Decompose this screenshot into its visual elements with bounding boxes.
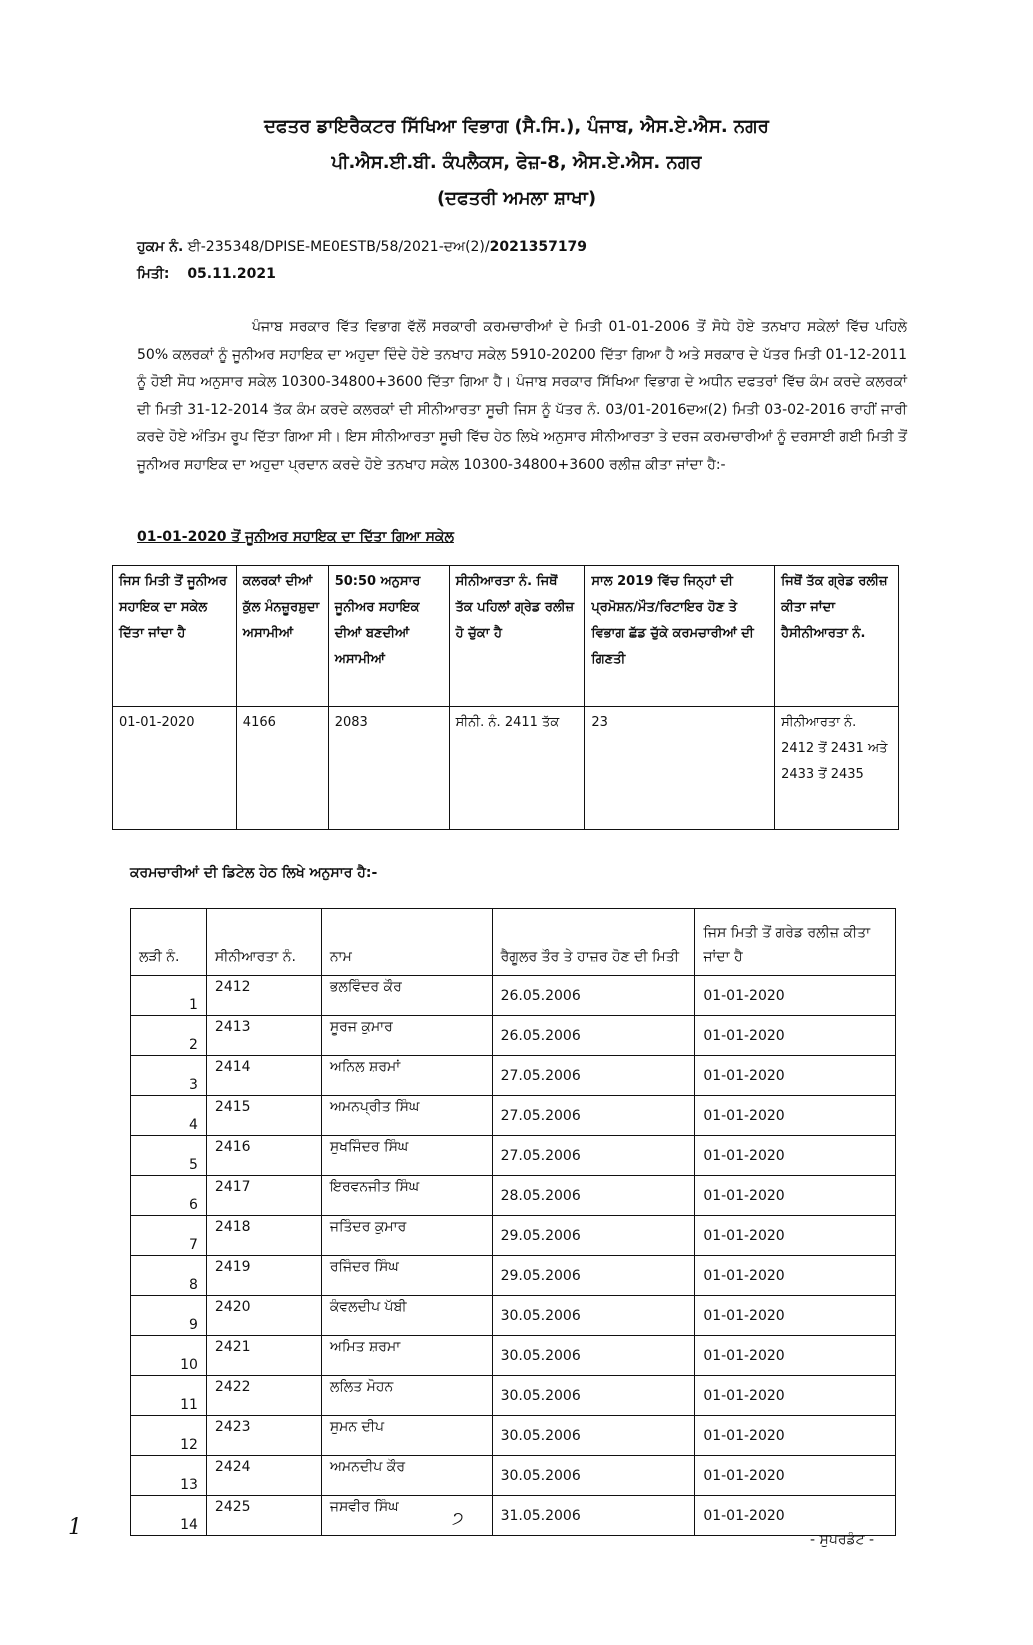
table-row [131, 1496, 896, 1536]
row-serial: 1 [131, 976, 207, 1016]
row-seniority: 2412 [206, 976, 321, 1016]
details-header-cell: ਰੈਗੂਲਰ ਤੌਰ ਤੇ ਹਾਜ਼ਰ ਹੋਣ ਦੀ ਮਿਤੀ [492, 909, 695, 976]
row-joining-date: 30.05.2006 [492, 1296, 695, 1336]
row-name: ਅਨਿਲ ਸ਼ਰਮਾਂ [321, 1056, 492, 1096]
row-release-date: 01-01-2020 [695, 1256, 896, 1296]
row-release-date: 01-01-2020 [695, 1456, 896, 1496]
row-serial: 10 [131, 1336, 207, 1376]
summary-header-cell: 50:50 ਅਨੁਸਾਰ ਜੂਨੀਅਰ ਸਹਾਇਕ ਦੀਆਂ ਬਣਦੀਆਂ ਅਸਾਮੀਆਂ [328, 566, 449, 707]
row-seniority: 2415 [206, 1096, 321, 1136]
row-serial: 8 [131, 1256, 207, 1296]
order-number-line [137, 239, 587, 255]
row-serial: 9 [131, 1296, 207, 1336]
details-table [130, 908, 896, 1536]
row-serial: 12 [131, 1416, 207, 1456]
row-release-date: 01-01-2020 [695, 1336, 896, 1376]
row-release-date: 01-01-2020 [695, 1096, 896, 1136]
row-seniority: 2423 [206, 1416, 321, 1456]
row-seniority: 2413 [206, 1016, 321, 1056]
row-serial: 6 [131, 1176, 207, 1216]
row-release-date: 01-01-2020 [695, 1296, 896, 1336]
row-joining-date: 30.05.2006 [492, 1456, 695, 1496]
table-row [131, 1416, 896, 1456]
margin-mark: 1 [68, 1515, 82, 1540]
row-joining-date: 31.05.2006 [492, 1496, 695, 1536]
order-label: ਹੁਕਮ ਨੰ. [137, 239, 184, 255]
row-release-date: 01-01-2020 [695, 1496, 896, 1536]
row-serial: 5 [131, 1136, 207, 1176]
details-title: ਕਰਮਚਾਰੀਆਂ ਦੀ ਡਿਟੇਲ ਹੇਠ ਲਿਖੇ ਅਨੁਸਾਰ ਹੈ:- [130, 865, 378, 881]
summary-cell: 23 [585, 707, 775, 830]
row-seniority: 2425 [206, 1496, 321, 1536]
branch-name: (ਦਫਤਰੀ ਅਮਲਾ ਸ਼ਾਖਾ) [436, 188, 597, 209]
summary-cell: ਸੀਨੀ. ਨੰ. 2411 ਤੱਕ [449, 707, 585, 830]
summary-header-cell: ਜਿਸ ਮਿਤੀ ਤੋਂ ਜੂਨੀਅਰ ਸਹਾਇਕ ਦਾ ਸਕੇਲ ਦਿੱਤਾ ਜਾਂਦਾ ਹੈ [113, 566, 237, 707]
row-seniority: 2422 [206, 1376, 321, 1416]
row-joining-date: 28.05.2006 [492, 1176, 695, 1216]
row-serial: 13 [131, 1456, 207, 1496]
row-joining-date: 27.05.2006 [492, 1136, 695, 1176]
row-release-date: 01-01-2020 [695, 1136, 896, 1176]
row-name: ਅਮਨਪ੍ਰੀਤ ਸਿੰਘ [321, 1096, 492, 1136]
office-address: ਪੀ.ਐਸ.ਈ.ਬੀ. ਕੰਪਲੈਕਸ, ਫੇਜ਼-8, ਐਸ.ਏ.ਐਸ. ਨਗਰ [331, 152, 702, 173]
table-row [131, 976, 896, 1016]
details-header-cell: ਨਾਮ [321, 909, 492, 976]
row-seniority: 2421 [206, 1336, 321, 1376]
row-seniority: 2419 [206, 1256, 321, 1296]
summary-cell: 2083 [328, 707, 449, 830]
details-header-cell: ਲੜੀ ਨੰ. [131, 909, 207, 976]
row-joining-date: 27.05.2006 [492, 1096, 695, 1136]
summary-header-cell: ਕਲਰਕਾਂ ਦੀਆਂ ਕੁੱਲ ਮੰਨਜ਼ੂਰਸ਼ੁਦਾ ਅਸਾਮੀਆਂ [236, 566, 328, 707]
summary-header-cell: ਸਾਲ 2019 ਵਿੱਚ ਜਿਨ੍ਹਾਂ ਦੀ ਪ੍ਰਮੋਸ਼ਨ/ਮੌਤ/ਰਿਟਾਇਰ ਹੋਣ ਤੇ ਵਿਭਾਗ ਛੱਡ ਚੁੱਕੇ ਕਰਮਚਾਰੀਆਂ ਦੀ ਗਿਣਤੀ [585, 566, 775, 707]
row-release-date: 01-01-2020 [695, 1176, 896, 1216]
row-release-date: 01-01-2020 [695, 1416, 896, 1456]
row-seniority: 2416 [206, 1136, 321, 1176]
details-header-cell: ਜਿਸ ਮਿਤੀ ਤੋਂ ਗਰੇਡ ਰਲੀਜ਼ ਕੀਤਾ ਜਾਂਦਾ ਹੈ [695, 909, 896, 976]
row-serial: 2 [131, 1016, 207, 1056]
row-seniority: 2420 [206, 1296, 321, 1336]
row-name: ਰਜਿੰਦਰ ਸਿੰਘ [321, 1256, 492, 1296]
row-serial: 11 [131, 1376, 207, 1416]
row-joining-date: 26.05.2006 [492, 976, 695, 1016]
row-name: ਜਸਵੀਰ ਸਿੰਘ [321, 1496, 492, 1536]
row-name: ਇਰਵਨਜੀਤ ਸਿੰਘ [321, 1176, 492, 1216]
row-name: ਸੁਮਨ ਦੀਪ [321, 1416, 492, 1456]
table-row [131, 1136, 896, 1176]
row-serial: 4 [131, 1096, 207, 1136]
row-name: ਸੁਖਜਿੰਦਰ ਸਿੰਘ [321, 1136, 492, 1176]
table-row [131, 1336, 896, 1376]
row-joining-date: 26.05.2006 [492, 1016, 695, 1056]
table-row [131, 1216, 896, 1256]
row-joining-date: 29.05.2006 [492, 1216, 695, 1256]
row-joining-date: 30.05.2006 [492, 1336, 695, 1376]
summary-table [112, 565, 899, 830]
order-number-bold: 2021357179 [489, 239, 588, 255]
table-row [131, 1016, 896, 1056]
section-title: 01-01-2020 ਤੋਂ ਜੂਨੀਅਰ ਸਹਾਇਕ ਦਾ ਦਿੱਤਾ ਗਿਆ ਸਕੇਲ [137, 529, 454, 545]
row-seniority: 2414 [206, 1056, 321, 1096]
row-seniority: 2424 [206, 1456, 321, 1496]
row-release-date: 01-01-2020 [695, 976, 896, 1016]
summary-header-row [113, 566, 899, 707]
details-header-cell: ਸੀਨੀਆਰਤਾ ਨੰ. [206, 909, 321, 976]
row-serial: 7 [131, 1216, 207, 1256]
summary-data-row [113, 707, 899, 830]
row-serial: 14 [131, 1496, 207, 1536]
summary-cell: 4166 [236, 707, 328, 830]
summary-header-cell: ਜਿਥੋਂ ਤੱਕ ਗ੍ਰੇਡ ਰਲੀਜ਼ ਕੀਤਾ ਜਾਂਦਾ ਹੈਸੀਨੀਆਰਤਾ ਨੰ. [775, 566, 899, 707]
row-release-date: 01-01-2020 [695, 1376, 896, 1416]
row-name: ਅਮਿਤ ਸ਼ਰਮਾ [321, 1336, 492, 1376]
body-text: ਪੰਜਾਬ ਸਰਕਾਰ ਵਿੱਤ ਵਿਭਾਗ ਵੱਲੋਂ ਸਰਕਾਰੀ ਕਰਮਚਾਰੀਆਂ ਦੇ ਮਿਤੀ 01-01-2006 ਤੋਂ ਸੋਧੇ ਹੋਏ ਤਨਖਾਹ ਸਕੇਲਾਂ ਵਿੱਚ ਪਹਿਲੇ 50% ਕਲਰਕਾਂ ਨੂੰ ਜੂਨੀਅਰ ਸਹਾਇਕ ਦਾ ਅਹੁਦਾ ਦਿੰਦੇ ਹੋਏ ਤਨਖਾਹ ਸਕੇਲ 5910-20200 ਦਿੱਤਾ ਗਿਆ ਹੈ ਅਤੇ ਸਰਕਾਰ ਦੇ ਪੱਤਰ ਮਿਤੀ 01-12-2011 ਨੂੰ ਹੋਈ ਸੋਧ ਅਨੁਸਾਰ ਸਕੇਲ 10300-34800+3600 ਦਿੱਤਾ ਗਿਆ ਹੈ। ਪੰਜਾਬ ਸਰਕਾਰ ਸਿੱਖਿਆ ਵਿਭਾਗ ਦੇ ਅਧੀਨ ਦਫਤਰਾਂ ਵਿੱਚ ਕੰਮ ਕਰਦੇ ਕਲਰਕਾਂ ਦੀ ਮਿਤੀ 31-12-2014 ਤੱਕ ਕੰਮ ਕਰਦੇ ਕਲਰਕਾਂ ਦੀ ਸੀਨੀਆਰਤਾ ਸੂਚੀ ਜਿਸ ਨੂੰ ਪੱਤਰ ਨੰ. 03/01-2016ਦਅ(2) ਮਿਤੀ 03-02-2016 ਰਾਹੀਂ ਜਾਰੀ ਕਰਦੇ ਹੋਏ ਅੰਤਿਮ ਰੂਪ ਦਿੱਤਾ ਗਿਆ ਸੀ। ਇਸ ਸੀਨੀਆਰਤਾ ਸੂਚੀ ਵਿੱਚ ਹੇਠ ਲਿਖੇ ਅਨੁਸਾਰ ਸੀਨੀਆਰਤਾ ਤੇ ਦਰਜ ਕਰਮਚਾਰੀਆਂ ਨੂੰ ਦਰਸਾਈ ਗਈ ਮਿਤੀ ਤੋਂ ਜੂਨੀਅਰ ਸਹਾਇਕ ਦਾ ਅਹੁਦਾ ਪ੍ਰਦਾਨ ਕਰਦੇ ਹੋਏ ਤਨਖਾਹ ਸਕੇਲ 10300-34800+3600 ਰਲੀਜ਼ ਕੀਤਾ ਜਾਂਦਾ ਹੈ:- [137, 319, 907, 473]
row-joining-date: 30.05.2006 [492, 1416, 695, 1456]
date-label: ਮਿਤੀ: [137, 266, 170, 282]
details-header-row [131, 909, 896, 976]
summary-cell: 01-01-2020 [113, 707, 237, 830]
row-name: ਕੰਵਲਦੀਪ ਪੱਬੀ [321, 1296, 492, 1336]
handwritten-initial: ੭ [452, 1508, 464, 1529]
order-date: 05.11.2021 [187, 266, 276, 282]
row-joining-date: 27.05.2006 [492, 1056, 695, 1096]
signature-note: - ਸੁਪਰਡੰਟ - [810, 1532, 875, 1548]
office-heading: ਦਫਤਰ ਡਾਇਰੈਕਟਰ ਸਿੱਖਿਆ ਵਿਭਾਗ (ਸੈ.ਸਿ.), ਪੰਜਾਬ, ਐਸ.ਏ.ਐਸ. ਨਗਰ [264, 116, 769, 137]
table-row [131, 1376, 896, 1416]
row-seniority: 2417 [206, 1176, 321, 1216]
table-row [131, 1056, 896, 1096]
table-row [131, 1456, 896, 1496]
summary-header-cell: ਸੀਨੀਆਰਤਾ ਨੰ. ਜਿਥੋਂ ਤੱਕ ਪਹਿਲਾਂ ਗ੍ਰੇਡ ਰਲੀਜ਼ ਹੋ ਚੁੱਕਾ ਹੈ [449, 566, 585, 707]
row-name: ਲਲਿਤ ਮੋਹਨ [321, 1376, 492, 1416]
row-serial: 3 [131, 1056, 207, 1096]
details-body [131, 976, 896, 1536]
row-joining-date: 29.05.2006 [492, 1256, 695, 1296]
table-row [131, 1296, 896, 1336]
row-name: ਸੂਰਜ ਕੁਮਾਰ [321, 1016, 492, 1056]
order-number: ਈ-235348/DPISE-ME0ESTB/58/2021-ਦਅ(2)/ [187, 239, 490, 255]
row-joining-date: 30.05.2006 [492, 1376, 695, 1416]
table-row [131, 1096, 896, 1136]
row-release-date: 01-01-2020 [695, 1216, 896, 1256]
row-release-date: 01-01-2020 [695, 1056, 896, 1096]
row-name: ਭਲਵਿੰਦਰ ਕੌਰ [321, 976, 492, 1016]
row-name: ਅਮਨਦੀਪ ਕੌਰ [321, 1456, 492, 1496]
row-name: ਜਤਿੰਦਰ ਕੁਮਾਰ [321, 1216, 492, 1256]
table-row [131, 1256, 896, 1296]
row-release-date: 01-01-2020 [695, 1016, 896, 1056]
row-seniority: 2418 [206, 1216, 321, 1256]
body-paragraph [137, 314, 907, 480]
summary-cell: ਸੀਨੀਆਰਤਾ ਨੰ. 2412 ਤੋਂ 2431 ਅਤੇ 2433 ਤੋਂ 2435 [775, 707, 899, 830]
table-row [131, 1176, 896, 1216]
order-date-line [137, 266, 276, 282]
